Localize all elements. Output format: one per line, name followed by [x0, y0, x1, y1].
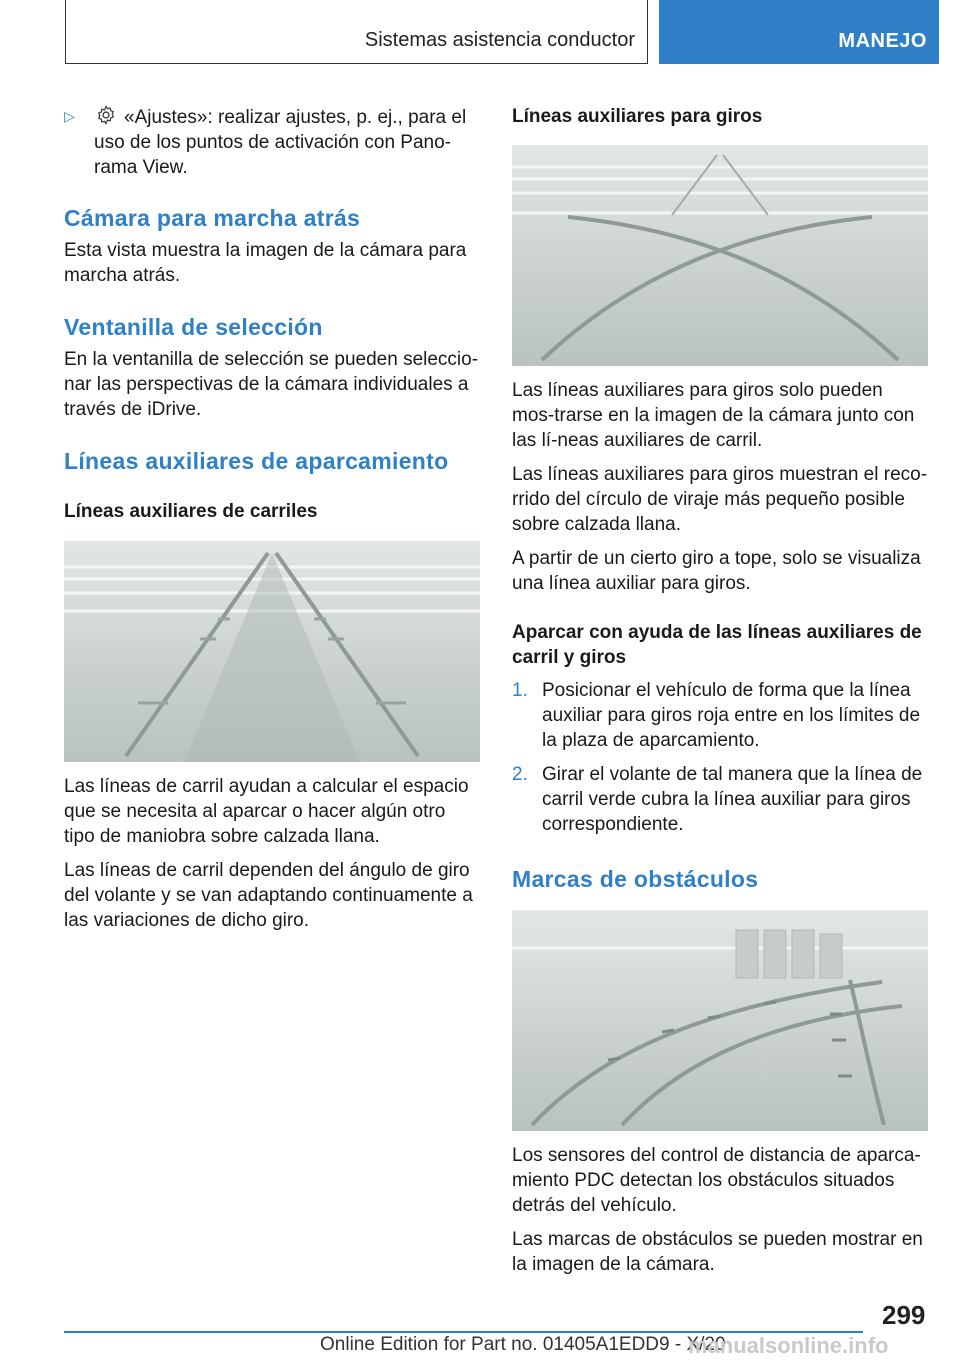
heading-lane-lines: Líneas auxiliares de carriles — [64, 501, 318, 522]
left-column — [64, 104, 480, 933]
settings-bullet — [64, 104, 480, 180]
heading-selection-window: Ventanilla de selección — [64, 314, 323, 340]
edition-text: Online Edition for Part no. 01405A1EDD9 - X/20 — [320, 1334, 726, 1355]
page-number: 299 — [882, 1300, 926, 1330]
heading-turn-lines: Líneas auxiliares para giros — [512, 106, 763, 127]
chapter-tab: MANEJO — [659, 0, 939, 64]
text-selection-window: En la ventanilla de selección se pueden seleccio-nar las perspectivas de la cámara individuales a través de iDrive. — [64, 349, 479, 420]
right-column — [512, 104, 928, 1277]
text-lane-lines-1: Las líneas de carril ayudan a calcular el espacio que se necesita al aparcar o hacer algún otro tipo de maniobra sobre calzada llana. — [64, 776, 469, 847]
step-text: Girar el volante de tal manera que la línea de carril verde cubra la línea auxiliar para giros correspondiente. — [542, 764, 923, 835]
obstacle-marks-image — [512, 910, 928, 1131]
text-obstacle-1: Los sensores del control de distancia de aparca-miento PDC detectan los obstáculos situados detrás del vehículo. — [512, 1145, 921, 1216]
step-item — [512, 678, 928, 753]
watermark: manualsonline.info — [688, 1333, 889, 1358]
step-number: 1. — [512, 680, 528, 701]
text-obstacle-2: Las marcas de obstáculos se pueden mostrar en la imagen de la cámara. — [512, 1229, 923, 1275]
text-turn-lines-2: Las líneas auxiliares para giros muestran el reco-rrido del círculo de viraje más pequeño posible sobre calzada llana. — [512, 464, 928, 535]
section-title: Sistemas asistencia conductor — [364, 29, 635, 51]
bullet-triangle-icon: ▷ — [64, 108, 75, 124]
heading-obstacle-marks: Marcas de obstáculos — [512, 866, 759, 892]
settings-text: «Ajustes»: realizar ajustes, p. ej., para el uso de los puntos de activación con Pano-rama View. — [94, 107, 467, 178]
step-number: 2. — [512, 764, 528, 785]
gear-icon — [94, 104, 118, 126]
header-box — [65, 0, 648, 64]
text-lane-lines-2: Las líneas de carril dependen del ángulo de giro del volante y se van adaptando continuamente a las variaciones de dicho giro. — [64, 860, 473, 931]
text-rear-camera: Esta vista muestra la imagen de la cámara para marcha atrás. — [64, 240, 467, 286]
step-item — [512, 762, 928, 837]
text-turn-lines-3: A partir de un cierto giro a tope, solo se visualiza una línea auxiliar para giros. — [512, 548, 921, 594]
turn-lines-image — [512, 145, 928, 366]
heading-parking-assist: Aparcar con ayuda de las líneas auxiliares de carril y giros — [512, 622, 922, 668]
heading-parking-lines: Líneas auxiliares de aparcamiento — [64, 448, 449, 474]
heading-rear-camera: Cámara para marcha atrás — [64, 205, 361, 231]
parking-steps — [512, 678, 928, 837]
step-text: Posicionar el vehículo de forma que la línea auxiliar para giros roja entre en los límites de la plaza de aparcamiento. — [542, 680, 921, 751]
lane-lines-image — [64, 541, 480, 762]
text-turn-lines-1: Las líneas auxiliares para giros solo pueden mos-trarse en la imagen de la cámara junto con las lí-neas auxiliares de carril. — [512, 380, 915, 451]
